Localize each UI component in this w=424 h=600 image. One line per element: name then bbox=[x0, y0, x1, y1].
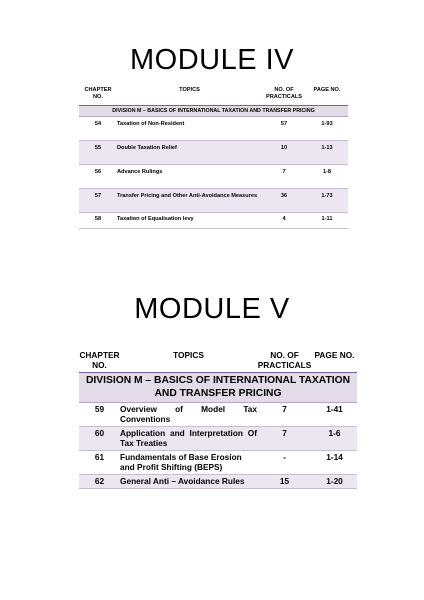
header-topics: TOPICS bbox=[173, 350, 204, 360]
practicals: 7 bbox=[282, 404, 287, 414]
practicals: 57 bbox=[280, 121, 288, 127]
division-label: DIVISION M – BASICS OF INTERNATIONAL TAXATION AND TRANSFER PRICING bbox=[79, 373, 357, 403]
topic: Overview of Model Tax Conventions bbox=[120, 404, 257, 424]
table-row bbox=[79, 213, 348, 229]
module-v-table bbox=[79, 349, 357, 489]
table-row bbox=[79, 451, 357, 475]
topic: Fundamentals of Base Erosion and Profit Shifting (BEPS) bbox=[120, 452, 242, 472]
practicals: 36 bbox=[262, 189, 306, 213]
table-row bbox=[79, 427, 357, 451]
header-chapter: CHAPTER NO. bbox=[84, 87, 112, 100]
module-v-title: MODULE V bbox=[134, 293, 290, 325]
topic: Application and Interpretation Of Tax Treaties bbox=[120, 427, 257, 451]
page-number: 1-41 bbox=[326, 404, 343, 414]
topic: General Anti – Avoidance Rules bbox=[120, 475, 257, 489]
practicals: 7 bbox=[257, 427, 312, 451]
practicals: 15 bbox=[257, 475, 312, 489]
chapter-number: 55 bbox=[79, 141, 117, 165]
chapter-number: 59 bbox=[94, 404, 105, 414]
page-number: 1-8 bbox=[322, 169, 332, 175]
chapter-number: 57 bbox=[79, 189, 117, 213]
header-practicals: NO. OF PRACTICALS bbox=[265, 87, 303, 100]
table-row bbox=[79, 165, 348, 189]
practicals: - bbox=[283, 452, 286, 462]
header-page: PAGE NO. bbox=[313, 87, 341, 93]
page-number: 1-13 bbox=[306, 141, 348, 165]
chapter-number: 58 bbox=[94, 216, 102, 222]
practicals: 4 bbox=[282, 216, 286, 222]
topic: Advance Rulings bbox=[117, 169, 163, 175]
table-row bbox=[79, 189, 348, 213]
page-number: 1-14 bbox=[326, 452, 343, 462]
chapter-number: 54 bbox=[94, 121, 102, 127]
division-label: DIVISION M – BASICS OF INTERNATIONAL TAXATION AND TRANSFER PRICING bbox=[79, 106, 348, 117]
division-row bbox=[79, 373, 357, 403]
chapter-number: 61 bbox=[94, 452, 105, 462]
module-iv-table bbox=[79, 86, 348, 229]
page-number: 1-20 bbox=[312, 475, 357, 489]
header-page: PAGE NO. bbox=[314, 350, 355, 360]
table-header-row bbox=[79, 86, 348, 106]
practicals: 7 bbox=[282, 169, 286, 175]
topic: Transfer Pricing and Other Anti-Avoidance Measures bbox=[117, 189, 262, 213]
table-row bbox=[79, 475, 357, 489]
page-number: 1-93 bbox=[321, 121, 333, 127]
chapter-number: 56 bbox=[94, 169, 102, 175]
page-number: 1-73 bbox=[306, 189, 348, 213]
table-header-row bbox=[79, 349, 357, 373]
module-iv-title: MODULE IV bbox=[129, 44, 295, 76]
table-row bbox=[79, 403, 357, 427]
page-number: 1-6 bbox=[312, 427, 357, 451]
table-row bbox=[79, 141, 348, 165]
topic: Taxation of Non-Resident bbox=[117, 121, 185, 127]
header-chapter: CHAPTER NO. bbox=[79, 350, 120, 370]
table-row bbox=[79, 117, 348, 141]
chapter-number: 62 bbox=[79, 475, 120, 489]
chapter-number: 60 bbox=[79, 427, 120, 451]
division-row bbox=[79, 106, 348, 117]
topic: Double Taxation Relief bbox=[117, 141, 262, 165]
topic: Taxation of Equalisation levy bbox=[117, 216, 194, 222]
page-number: 1-11 bbox=[321, 216, 333, 222]
header-topics: TOPICS bbox=[179, 87, 200, 93]
practicals: 10 bbox=[262, 141, 306, 165]
header-practicals: NO. OF PRACTICALS bbox=[257, 350, 312, 370]
